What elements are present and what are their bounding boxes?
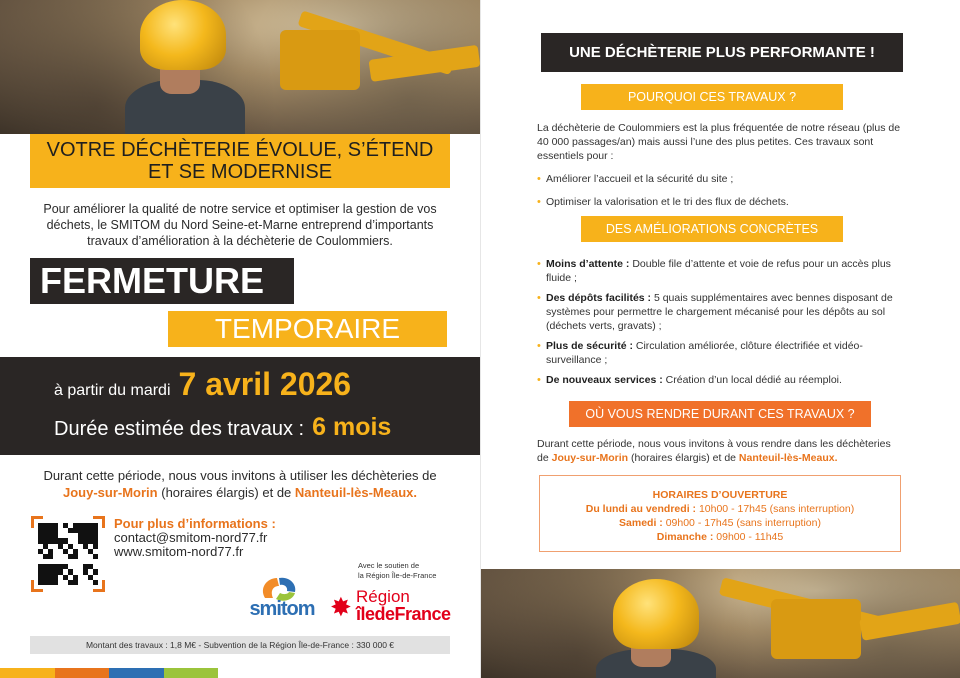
helmet-icon (140, 0, 226, 70)
hours-row: Samedi : 09h00 - 17h45 (sans interruption) (619, 517, 821, 529)
qr-code[interactable] (38, 523, 98, 585)
right-main-title: UNE DÉCHÈTERIE PLUS PERFORMANTE ! (541, 33, 903, 72)
contact-heading: Pour plus d’informations : (114, 516, 276, 531)
region-logo-line-1: Région (356, 587, 410, 606)
headline-banner (30, 134, 450, 188)
contact-email[interactable]: contact@smitom-nord77.fr (114, 530, 268, 545)
support-line-2: la Région Île-de-France (358, 571, 437, 580)
improvement-item: • Des dépôts facilités : 5 quais supplémentaires avec bennes disposant de systèmes pour permettre le chargement mécanisé pour les dépôts au sol (déchets verts, gravats) ; (537, 292, 893, 332)
hours-row: Dimanche : 09h00 - 11h45 (656, 531, 784, 543)
closure-word-2: TEMPORAIRE (168, 311, 447, 347)
duration-prefix: Durée estimée des travaux : (54, 418, 305, 440)
section-where-text: Durant cette période, nous vous invitons à vous rendre dans les déchèteries de Jouy-sur-Morin (horaires élargis) et de Nanteuil-lès-Meaux. (537, 438, 891, 464)
region-logo-line-2: îledeFrance (356, 604, 451, 624)
funding-bar: Montant des travaux : 1,8 M€ - Subvention de la Région Île-de-France : 330 000 € (30, 636, 450, 654)
closure-word-1: FERMETURE (30, 258, 294, 304)
opening-hours-box (539, 475, 901, 552)
improvement-item: • De nouveaux services : Création d’un local dédié au réemploi. (537, 374, 842, 386)
duration-value: 6 mois (312, 413, 392, 441)
hours-title: HORAIRES D’OUVERTURE (652, 489, 788, 501)
alt-site-jouy: Jouy-sur-Morin (62, 485, 158, 500)
support-line-1: Avec le soutien de (358, 561, 420, 570)
alt-text-1: Durant cette période, nous vous invitons à utiliser les déchèteries de (43, 468, 437, 483)
works-duration (54, 413, 454, 442)
why-bullet: • Optimiser la valorisation et le tri des flux de déchets. (537, 196, 789, 208)
section-where-title: OÙ VOUS RENDRE DURANT CES TRAVAUX ? (569, 401, 871, 427)
contact-info (114, 516, 314, 559)
start-date-prefix: à partir du mardi (54, 382, 171, 399)
contact-website[interactable]: www.smitom-nord77.fr (114, 544, 244, 559)
helmet-icon (613, 579, 699, 649)
improvement-item: • Moins d’attente : Double file d’attente et voie de refus pour un accès plus fluide ; (537, 258, 891, 284)
improvement-item: • Plus de sécurité : Circulation améliorée, clôture électrifiée et vidéo-surveillance ; (537, 340, 863, 366)
support-mention (358, 561, 468, 581)
color-stripe (0, 668, 218, 678)
smitom-logo (243, 572, 321, 624)
alt-site-nanteuil: Nanteuil-lès-Meaux. (294, 485, 418, 500)
section-improvements-body (537, 257, 903, 387)
why-bullet: • Améliorer l’accueil et la sécurité du site ; (537, 173, 734, 185)
flyer-right-panel (481, 0, 960, 678)
section-why-body (537, 121, 903, 209)
region-star-icon: ✸ (330, 592, 352, 622)
headline-line-2: ET SE MODERNISE (147, 161, 333, 183)
alternative-sites-text (34, 467, 446, 501)
section-why-text: La déchèterie de Coulommiers est la plus fréquentée de notre réseau (plus de 40 000 passages/an) mais aussi l’une des plus petites. Ces travaux sont essentiels pour : (537, 122, 901, 162)
construction-photo-bottom (481, 569, 960, 678)
construction-photo-top (0, 0, 480, 134)
qr-code-frame[interactable] (31, 516, 105, 592)
hours-row: Du lundi au vendredi : 10h00 - 17h45 (sans interruption) (585, 503, 855, 515)
region-idf-logo (330, 588, 470, 628)
section-why-title: POURQUOI CES TRAVAUX ? (581, 84, 843, 110)
intro-paragraph: Pour améliorer la qualité de notre service et optimiser la gestion de vos déchets, le SMITOM du Nord Seine-et-Marne entreprend d’importants travaux d’amélioration à la déchèterie de Coulommiers. (43, 202, 437, 248)
headline-line-1: VOTRE DÉCHÈTERIE ÉVOLUE, S’ÉTEND (46, 139, 434, 161)
start-date-value: 7 avril 2026 (178, 366, 352, 402)
alt-text-2: (horaires élargis) et de (161, 485, 292, 500)
where-site-jouy: Jouy-sur-Morin (551, 452, 629, 464)
section-improvements-title: DES AMÉLIORATIONS CONCRÈTES (581, 216, 843, 242)
smitom-logo-text: smitom (249, 598, 315, 620)
start-date (54, 366, 454, 403)
where-site-nanteuil: Nanteuil-lès-Meaux. (738, 452, 838, 464)
